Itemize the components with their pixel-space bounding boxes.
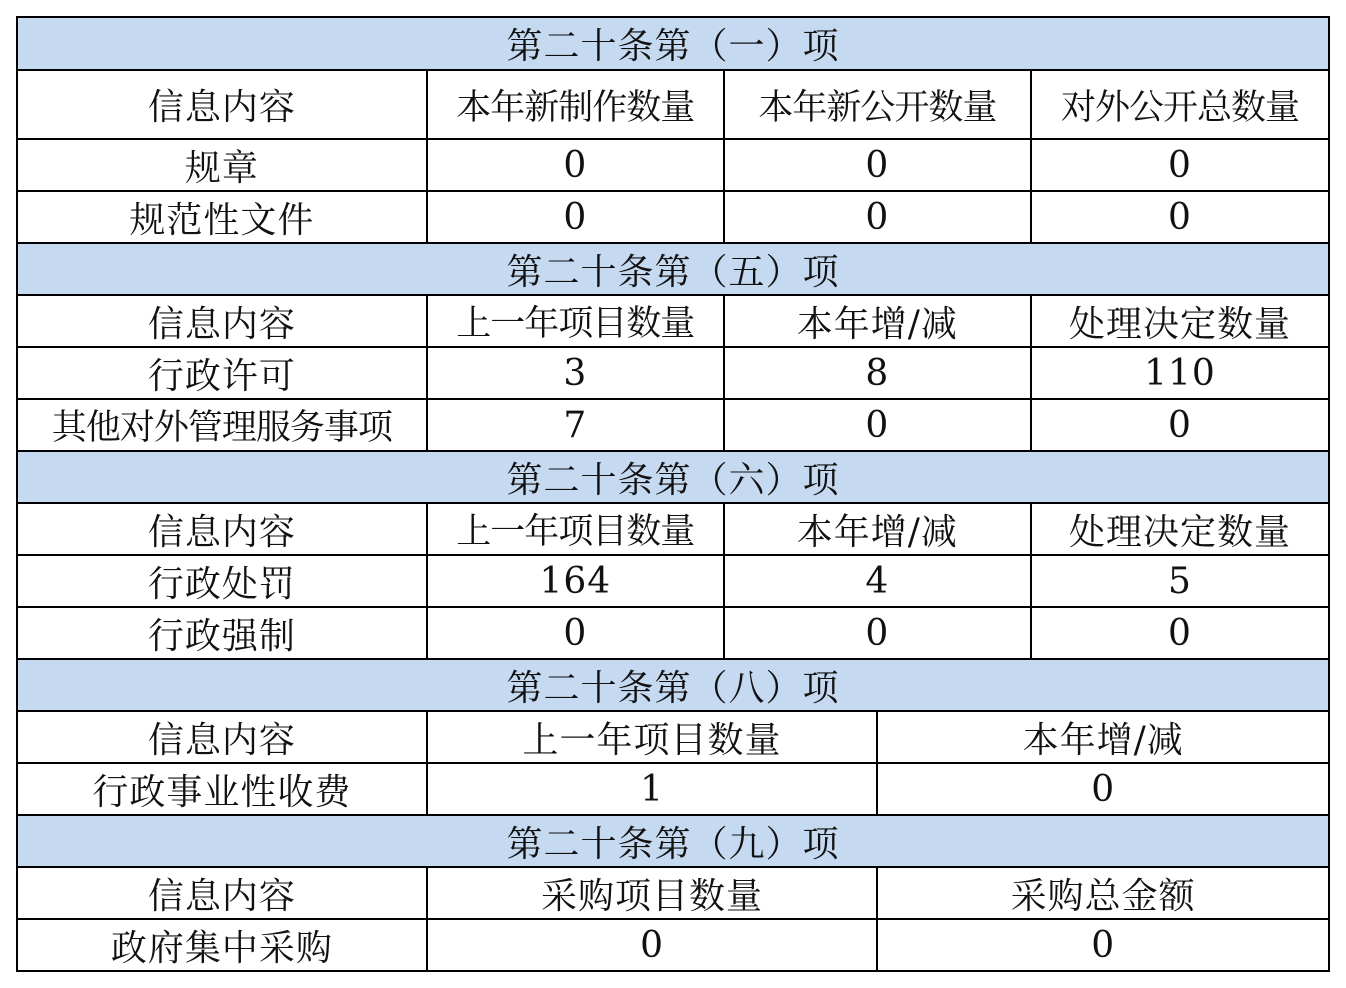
table-header-row [18, 866, 1328, 918]
header-cell-prev-year: 上一年项目数量 [426, 296, 723, 346]
section-title: 第二十条第（一）项 [506, 26, 840, 68]
row-label: 行政许可 [147, 355, 296, 397]
header-cell-info: 信息内容 [147, 719, 296, 761]
section-title-row [18, 450, 1328, 502]
row-value: 0 [426, 192, 723, 242]
row-value: 3 [426, 348, 723, 398]
row-label: 政府集中采购 [110, 927, 333, 969]
row-value: 0 [723, 400, 1030, 450]
row-value: 5 [1030, 556, 1328, 606]
header-cell-new-public: 本年新公开数量 [723, 71, 1030, 138]
table-row [18, 190, 1328, 242]
row-value: 8 [723, 348, 1030, 398]
header-cell-prev-year: 上一年项目数量 [426, 712, 877, 762]
row-value: 0 [723, 192, 1030, 242]
row-label: 行政处罚 [147, 563, 296, 605]
table-header-row [18, 710, 1328, 762]
table-row [18, 918, 1328, 970]
section-title: 第二十条第（八）项 [506, 667, 840, 709]
header-cell-total-public: 对外公开总数量 [1030, 71, 1328, 138]
row-value: 110 [1030, 348, 1328, 398]
header-cell-decisions: 处理决定数量 [1030, 296, 1328, 346]
header-cell-decisions: 处理决定数量 [1030, 504, 1328, 554]
table-header-row [18, 69, 1328, 138]
section-title: 第二十条第（五）项 [506, 251, 840, 293]
table-row [18, 606, 1328, 658]
table-header-row [18, 294, 1328, 346]
row-label: 其他对外管理服务事项 [51, 408, 392, 448]
header-cell-info: 信息内容 [147, 303, 296, 345]
header-cell-info: 信息内容 [147, 87, 296, 129]
header-cell-new-made: 本年新制作数量 [426, 71, 723, 138]
section-title-row [18, 658, 1328, 710]
table-row [18, 398, 1328, 450]
section-title: 第二十条第（六）项 [506, 459, 840, 501]
row-value: 4 [723, 556, 1030, 606]
row-value: 1 [426, 764, 877, 814]
row-value: 0 [1030, 608, 1328, 658]
row-value: 0 [426, 608, 723, 658]
row-value: 0 [426, 140, 723, 190]
section-title-row [18, 814, 1328, 866]
row-value: 0 [1030, 140, 1328, 190]
header-cell-info: 信息内容 [147, 875, 296, 917]
table-row [18, 554, 1328, 606]
table-row [18, 762, 1328, 814]
row-value: 0 [876, 764, 1328, 814]
section-title: 第二十条第（九）项 [506, 823, 840, 865]
section-title-row [18, 18, 1328, 69]
row-value: 164 [426, 556, 723, 606]
header-cell-change: 本年增/减 [723, 296, 1030, 346]
header-cell-change: 本年增/减 [876, 712, 1328, 762]
table-row [18, 138, 1328, 190]
disclosure-table [16, 16, 1330, 972]
row-value: 7 [426, 400, 723, 450]
section-title-row [18, 242, 1328, 294]
row-value: 0 [723, 140, 1030, 190]
row-value: 0 [1030, 192, 1328, 242]
row-label: 行政强制 [147, 615, 296, 657]
header-cell-purchase-amount: 采购总金额 [876, 868, 1328, 918]
row-label: 行政事业性收费 [92, 771, 352, 813]
row-label: 规范性文件 [129, 199, 315, 241]
header-cell-info: 信息内容 [147, 511, 296, 553]
row-value: 0 [426, 920, 877, 970]
header-cell-prev-year: 上一年项目数量 [426, 504, 723, 554]
row-value: 0 [723, 608, 1030, 658]
header-cell-change: 本年增/减 [723, 504, 1030, 554]
table-header-row [18, 502, 1328, 554]
row-value: 0 [876, 920, 1328, 970]
table-row [18, 346, 1328, 398]
row-label: 规章 [184, 147, 259, 189]
header-cell-purchase-count: 采购项目数量 [426, 868, 877, 918]
row-value: 0 [1030, 400, 1328, 450]
